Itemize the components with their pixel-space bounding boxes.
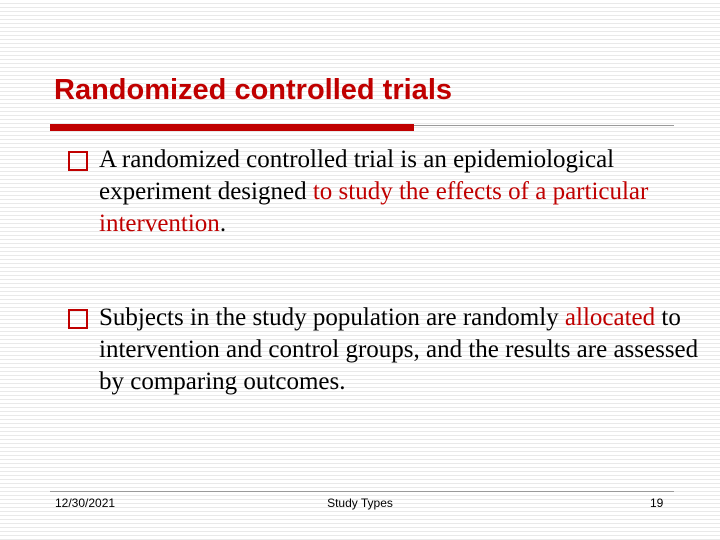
footer-page-number: 19 — [650, 496, 664, 510]
bullet-text-plain: Subjects in the study population are randomly — [99, 304, 565, 331]
bullet-text-highlight: to study the effects of a particular intervention — [99, 178, 649, 237]
bullet-text — [99, 302, 708, 398]
bullet-item — [68, 302, 708, 398]
bullet-text — [99, 144, 708, 240]
slide-title: Randomized controlled trials — [54, 74, 452, 106]
bullet-item — [68, 144, 708, 240]
bullet-text-plain: A randomized controlled trial is an epidemiological experiment designed — [99, 146, 615, 205]
bullet-text-plain: to intervention and control groups, and the results are assessed by comparing outcomes. — [99, 304, 699, 395]
square-bullet-icon — [68, 309, 88, 329]
bullet-text-plain: . — [219, 210, 227, 237]
bullet-text-highlight: allocated — [564, 304, 656, 331]
footer-date: 12/30/2021 — [55, 496, 116, 510]
square-bullet-icon — [68, 151, 88, 171]
footer-divider — [50, 491, 674, 492]
footer-title: Study Types — [327, 496, 393, 510]
title-underline-thin — [414, 125, 674, 126]
title-underline-accent — [50, 124, 414, 131]
